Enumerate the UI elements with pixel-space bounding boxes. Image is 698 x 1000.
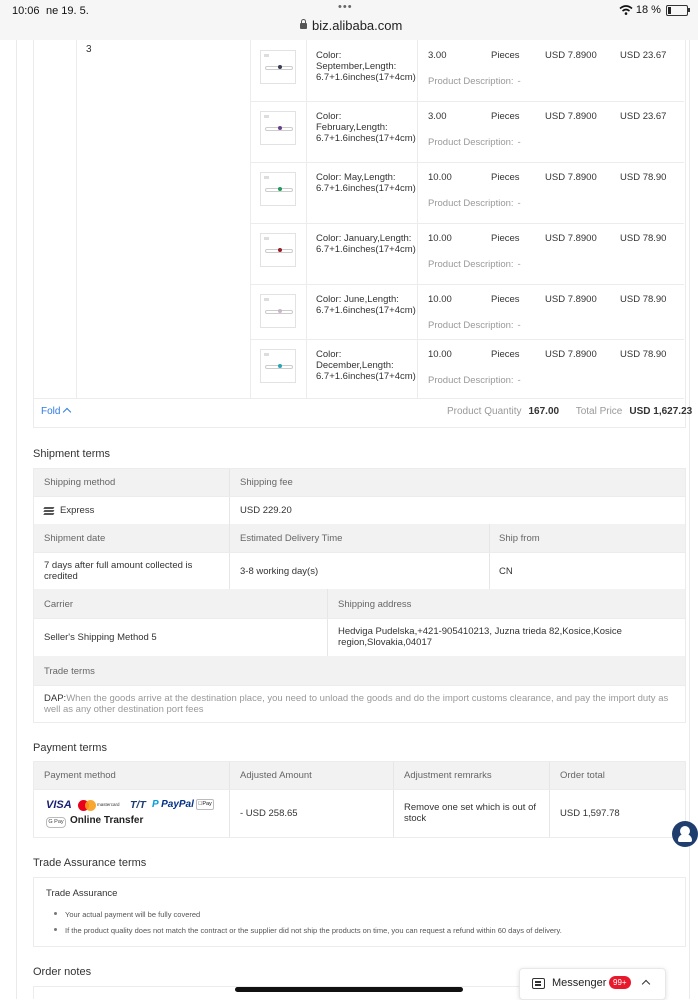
product-description-value: - — [517, 137, 521, 148]
total-price-value: USD 1,627.23 — [629, 406, 693, 417]
variant-total: USD 23.67 — [620, 111, 667, 122]
delivery-time-header: Estimated Delivery Time — [240, 533, 343, 544]
variant-description: Color: January,Length: 6.7+1.6inches(17+4cm) — [316, 233, 416, 255]
page-border-right — [689, 40, 690, 999]
variant-total: USD 23.67 — [620, 50, 667, 61]
variant-row — [251, 162, 684, 224]
column-divider — [306, 101, 307, 162]
column-divider — [417, 162, 418, 223]
variant-quantity: 10.00 — [428, 233, 452, 244]
tt-logo-icon: T/T — [130, 799, 146, 811]
column-divider — [417, 40, 418, 101]
variant-total: USD 78.90 — [620, 349, 667, 360]
variant-total: USD 78.90 — [620, 233, 667, 244]
url-text: biz.alibaba.com — [312, 18, 403, 33]
bead-swatch — [278, 309, 282, 313]
bead-swatch — [278, 187, 282, 191]
chevron-up-icon[interactable] — [642, 980, 650, 988]
status-date: ne 19. 5. — [46, 5, 89, 17]
table-header — [34, 656, 685, 685]
row-divider — [34, 789, 685, 790]
battery-icon — [666, 5, 688, 16]
row-divider — [34, 685, 685, 686]
ship-from-header: Ship from — [499, 533, 540, 544]
variant-quantity: 10.00 — [428, 349, 452, 360]
paypal-logo-icon — [152, 799, 194, 810]
carrier-value: Seller's Shipping Method 5 — [44, 632, 157, 643]
column-divider — [417, 101, 418, 162]
shipping-fee-header: Shipping fee — [240, 477, 293, 488]
product-description — [428, 320, 521, 331]
variant-unit: Pieces — [491, 172, 520, 183]
column-divider — [229, 762, 230, 837]
row-divider — [34, 496, 685, 497]
apple-pay-icon: Pay — [196, 799, 214, 810]
column-divider — [417, 284, 418, 339]
variant-description: Color: May,Length: 6.7+1.6inches(17+4cm) — [316, 172, 416, 194]
order-detail-page — [0, 40, 698, 999]
support-avatar-button[interactable] — [672, 821, 698, 847]
trade-assurance-box — [33, 877, 686, 947]
variant-unit: Pieces — [491, 349, 520, 360]
variant-unit: Pieces — [491, 294, 520, 305]
product-description — [428, 137, 521, 148]
column-divider — [76, 40, 77, 398]
shipment-date-value: 7 days after full amount collected is credited — [44, 560, 193, 582]
column-divider — [229, 524, 230, 589]
column-divider — [306, 284, 307, 339]
payment-method-value: Online Transfer — [70, 815, 144, 826]
variant-description: Color: February,Length: 6.7+1.6inches(17+4cm) — [316, 111, 416, 144]
product-quantity-label: Product Quantity — [447, 406, 522, 417]
address-bar[interactable] — [300, 18, 402, 33]
variant-unit: Pieces — [491, 233, 520, 244]
variant-unit-price: USD 7.8900 — [545, 349, 597, 360]
adjustment-remarks-header: Adjustment remrarks — [404, 770, 492, 781]
bullet-icon — [54, 928, 57, 931]
column-divider — [306, 162, 307, 223]
avatar-body — [678, 834, 692, 842]
status-bar — [0, 0, 698, 40]
adjusted-amount-header: Adjusted Amount — [240, 770, 312, 781]
shipment-terms-title: Shipment terms — [33, 448, 111, 460]
home-indicator — [235, 987, 463, 992]
trade-terms-text: When the goods arrive at the destination place, you need to unload the goods and do the import customs clearance, and pay the import duty as well as any other destination port fees — [44, 693, 669, 715]
visa-logo-icon: VISA — [46, 799, 72, 811]
fold-button[interactable] — [41, 406, 70, 417]
order-summary — [447, 406, 692, 417]
bead-swatch — [278, 65, 282, 69]
product-description — [428, 259, 521, 270]
column-divider — [417, 339, 418, 398]
variant-row — [251, 284, 684, 340]
mastercard-logo-icon — [78, 800, 96, 811]
column-divider — [306, 40, 307, 101]
variant-quantity: 3.00 — [428, 50, 447, 61]
product-description — [428, 198, 521, 209]
column-divider — [306, 223, 307, 284]
messenger-button[interactable] — [519, 968, 666, 1000]
variant-description: Color: December,Length: 6.7+1.6inches(17+4cm) — [316, 349, 416, 382]
list-item: If the product quality does not match the contract or the supplier did not ship the products on time, you can request a refund within 60 days of delivery. — [65, 926, 562, 935]
adjustment-remarks-value: Remove one set which is out of stock — [404, 802, 537, 824]
product-description-value: - — [517, 198, 521, 209]
trade-terms-header: Trade terms — [44, 666, 95, 677]
order-notes-title: Order notes — [33, 966, 92, 978]
payment-logos — [44, 798, 224, 828]
variant-row — [251, 223, 684, 285]
order-total-header: Order total — [560, 770, 605, 781]
shipping-method-value — [44, 505, 94, 516]
order-total-value: USD 1,597.78 — [560, 808, 620, 819]
variant-unit: Pieces — [491, 50, 520, 61]
payment-terms-table — [33, 761, 686, 838]
bead-swatch — [278, 364, 282, 368]
shipping-fee-value: USD 229.20 — [240, 505, 292, 516]
product-description-label: Product Description: — [428, 198, 514, 209]
product-thumbnail[interactable] — [260, 233, 296, 267]
messenger-badge: 99+ — [609, 976, 631, 989]
page-border-left — [16, 40, 17, 999]
variant-unit: Pieces — [491, 111, 520, 122]
payment-terms-title: Payment terms — [33, 742, 107, 754]
variant-unit-price: USD 7.8900 — [545, 172, 597, 183]
tab-dots-icon[interactable]: ••• — [338, 1, 353, 13]
adjusted-amount-value: - USD 258.65 — [240, 808, 298, 819]
variant-row — [251, 339, 684, 399]
product-description-label: Product Description: — [428, 76, 514, 87]
column-divider — [549, 762, 550, 837]
trade-terms-code: DAP: — [44, 693, 67, 704]
total-price-label: Total Price — [575, 406, 623, 417]
express-icon — [44, 507, 54, 514]
trade-assurance-box-title: Trade Assurance — [46, 888, 118, 899]
product-quantity-value: 167.00 — [528, 406, 560, 417]
column-divider — [489, 524, 490, 589]
status-right — [619, 4, 688, 16]
product-description-label: Product Description: — [428, 320, 514, 331]
product-description — [428, 375, 521, 386]
variant-description: Color: September,Length: 6.7+1.6inches(17+4cm) — [316, 50, 416, 83]
product-description-value: - — [517, 259, 521, 270]
table-header — [34, 524, 685, 552]
variant-row — [251, 40, 684, 102]
bullet-icon — [54, 912, 57, 915]
column-divider — [393, 762, 394, 837]
messenger-label: Messenger — [552, 977, 607, 989]
mastercard-logo-text: mastercard — [97, 802, 120, 807]
product-thumbnail[interactable] — [260, 294, 296, 328]
carrier-header: Carrier — [44, 599, 74, 610]
variant-quantity: 10.00 — [428, 172, 452, 183]
message-icon — [532, 978, 545, 989]
shipment-date-header: Shipment date — [44, 533, 106, 544]
column-divider — [306, 339, 307, 398]
product-description-value: - — [517, 320, 521, 331]
product-description-label: Product Description: — [428, 259, 514, 270]
product-thumbnail[interactable] — [260, 172, 296, 206]
variant-total: USD 78.90 — [620, 294, 667, 305]
row-divider — [33, 398, 684, 399]
product-thumbnail[interactable] — [260, 349, 296, 383]
shipment-terms-table — [33, 468, 686, 723]
paypal-p: P — [152, 799, 159, 810]
product-description-value: - — [517, 375, 521, 386]
column-divider — [417, 223, 418, 284]
shipping-method-text: Express — [60, 505, 95, 516]
bead-swatch — [278, 248, 282, 252]
shipping-address-header: Shipping address — [338, 599, 412, 610]
bead-swatch — [278, 126, 282, 130]
variant-unit-price: USD 7.8900 — [545, 111, 597, 122]
status-time: 10:06 — [12, 5, 40, 17]
lock-icon — [300, 23, 307, 29]
shipping-address-value: Hedviga Pudelska,+421-905410213, Juzna trieda 82,Kosice,Kosice region,Slovakia,04017 — [338, 626, 622, 648]
variant-unit-price: USD 7.8900 — [545, 233, 597, 244]
battery-percent: 18 % — [635, 4, 661, 16]
ship-from-value: CN — [499, 566, 513, 577]
variant-unit-price: USD 7.8900 — [545, 50, 597, 61]
wifi-icon — [619, 5, 633, 15]
product-thumbnail[interactable] — [260, 111, 296, 145]
trade-terms-value — [44, 693, 674, 715]
product-description-label: Product Description: — [428, 375, 514, 386]
battery-level — [668, 7, 671, 14]
variant-description: Color: June,Length: 6.7+1.6inches(17+4cm) — [316, 294, 416, 316]
trade-assurance-title: Trade Assurance terms — [33, 857, 147, 869]
chevron-up-icon — [63, 408, 71, 416]
variant-unit-price: USD 7.8900 — [545, 294, 597, 305]
shipping-method-header: Shipping method — [44, 477, 116, 488]
list-item: Your actual payment will be fully covered — [65, 910, 201, 919]
product-description-value: - — [517, 76, 521, 87]
paypal-text: PayPal — [161, 799, 194, 810]
variant-quantity: 3.00 — [428, 111, 447, 122]
product-description-label: Product Description: — [428, 137, 514, 148]
row-number: 3 — [86, 44, 92, 55]
row-divider — [34, 618, 685, 619]
google-pay-icon: G Pay — [46, 817, 66, 828]
row-divider — [34, 552, 685, 553]
fold-label: Fold — [41, 406, 61, 417]
product-description — [428, 76, 521, 87]
table-header — [34, 469, 685, 496]
product-thumbnail[interactable] — [260, 50, 296, 84]
variant-row — [251, 101, 684, 163]
payment-method-header: Payment method — [44, 770, 116, 781]
column-divider — [327, 589, 328, 656]
variant-quantity: 10.00 — [428, 294, 452, 305]
variant-total: USD 78.90 — [620, 172, 667, 183]
delivery-time-value: 3-8 working day(s) — [240, 566, 319, 577]
